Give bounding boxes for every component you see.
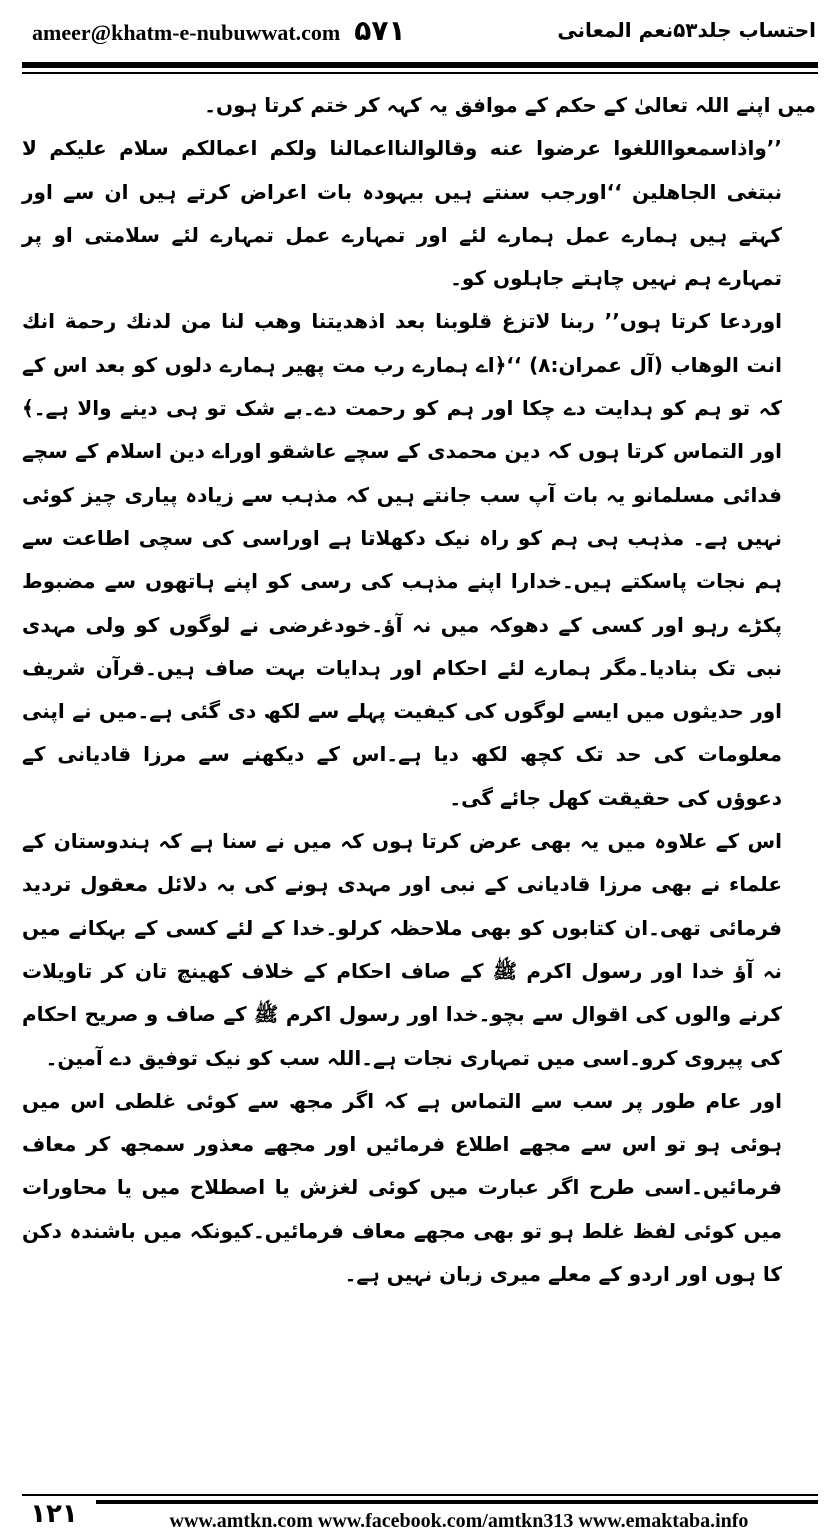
paragraph-4: اس کے علاوہ میں یہ بھی عرض کرتا ہوں کہ میں نے سنا ہے کہ ہندوستان کے علماء نے بھی مرزا قادیانی کے نبی اور مہدی ہونے کی بہ دلائل معقول تردید فرمائی تھی۔ان کتابوں کو بھی ملاحظہ کرلو۔خدا کے لئے کسی کے بہکانے میں نہ آؤ خدا اور رسول اکرم ﷺ کے صاف احکام کے خلاف کھینچ تان کر تاویلات کرنے والوں کی اقوال سے بچو۔خدا اور رسول اکرم ﷺ کے صاف و صریح احکام کی پیروی کرو۔اسی میں تمہاری نجات ہے۔اللہ سب کو نیک توفیق دے آمین۔ <box>22 829 782 1070</box>
paragraph-1: میں اپنے اللہ تعالیٰ کے حکم کے موافق یہ کہہ کر ختم کرتا ہوں۔ <box>204 93 816 117</box>
footer-page-number: ۱۲۱ <box>30 1499 78 1529</box>
header-email[interactable]: ameer@khatm-e-nubuwwat.com <box>32 19 341 45</box>
paragraph-3: اوردعا کرتا ہوں’’ ربنا لاتزغ قلوبنا بعد اذهديتنا وهب لنا من لدنك رحمة انك انت الوهاب (آل عمران:۸) ‘‘﴿اے ہمارے رب مت پھیر ہمارے دلوں کو بعد اس کے کہ تو ہم کو ہدایت دے چکا اور ہم کو رحمت دے۔بے شک تو ہی دینے والا ہے۔﴾اور التماس کرتا ہوں کہ دین محمدی کے سچے عاشقو اوراے دین اسلام کے سچے فدائی مسلمانو یہ بات آپ سب جانتے ہیں کہ مذہب سے زیادہ پیاری چیز کوئی نہیں ہے۔ مذہب ہی ہم کو راہ نیک دکھلاتا ہے اوراسی کی سچی اطاعت سے ہم نجات پاسکتے ہیں۔خدارا اپنے مذہب کی رسی کو اپنے ہاتھوں سے مضبوط پکڑے رہو اور کسی کے دھوکہ میں نہ آؤ۔خودغرضی نے لوگوں کو ولی مہدی نبی تک بنادیا۔مگر ہمارے لئے احکام اور ہدایات بہت صاف ہیں۔قرآن شریف اور حدیثوں میں ایسے لوگوں کی کیفیت پہلے سے لکھ دی گئی ہے۔میں نے اپنی معلومات کی حد تک کچھ لکھ دیا ہے۔اس کے دیکھنے سے مرزا قادیانی کے دعوؤں کی حقیقت کھل جائے گی۔ <box>22 309 782 810</box>
header-rule-thin <box>22 72 818 74</box>
header-page-number: ۵۷۱ <box>354 13 406 47</box>
running-title: احتساب جلد۵۳نعم المعانی <box>557 18 816 42</box>
footer-links[interactable]: www.amtkn.com www.facebook.com/amtkn313 www.emaktaba.info <box>169 1509 749 1532</box>
footer-rule-top <box>22 1494 818 1496</box>
paragraph-5: اور عام طور پر سب سے التماس ہے کہ اگر مجھ سے کوئی غلطی اس میں ہوئی ہو تو اس سے مجھے اطلاع فرمائیں اور مجھے معذور سمجھ کر معاف فرمائیں۔اسی طرح اگر عبارت میں کوئی لغزش یا اصطلاح میں یا محاورات میں کوئی لفظ غلط ہو تو بھی مجھے معاف فرمائیں۔کیونکہ میں باشندہ دکن کا ہوں اور اردو کے معلے میری زبان نہیں ہے۔ <box>22 1088 782 1287</box>
header-left <box>32 14 406 47</box>
page-body <box>22 84 816 1296</box>
page-header <box>32 10 816 50</box>
paragraph-2: ’’واذاسمعوااللغوا عرضوا عنه وقالوالنااعمالنا ولكم اعمالكم سلام عليكم لا نبتغی الجاهلين ‘‘اورجب سنتے ہیں بیہودہ بات اعراض کرتے ہیں ان سے اور کہتے ہیں ہمارے عمل ہمارے لئے اور تمہارے عمل تمہارے لئے سلامتی او پر تمہارے ہم نہیں چاہتے جاہلوں کو۔ <box>22 136 782 291</box>
footer-rule-bottom <box>96 1500 818 1504</box>
header-rule-thick <box>22 62 818 68</box>
